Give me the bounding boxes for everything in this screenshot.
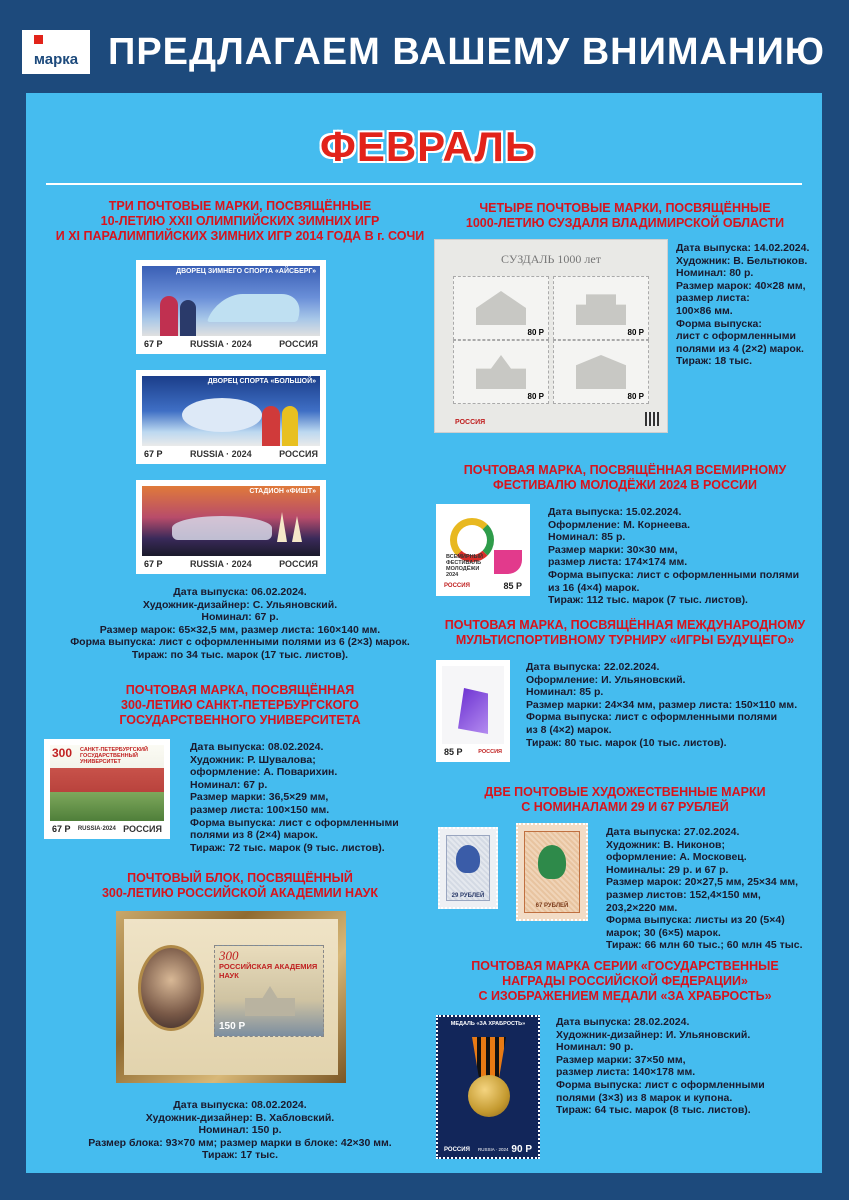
info-line: Дата выпуска: 15.02.2024.	[548, 506, 682, 518]
stamp-country: РОССИЯ	[444, 582, 470, 589]
page-title: ПРЕДЛАГАЕМ ВАШЕМУ ВНИМАНИЮ	[108, 31, 825, 73]
stamp-price: 90 Р	[511, 1144, 532, 1155]
stamp-country-en: RUSSIA · 2024	[189, 448, 252, 459]
stamp-country: РОССИЯ	[279, 338, 318, 349]
games-logo-icon	[458, 688, 488, 734]
info-line: полями из 4 (2×2) марок.	[676, 342, 804, 355]
info-line: размер листа:	[676, 292, 750, 305]
info-line: Тираж: 17 тыс.	[201, 1149, 279, 1162]
academy-block[interactable]	[116, 911, 346, 1083]
sochi-info	[50, 586, 430, 662]
info-line: Форма выпуска: листы из 20 (5×4)	[606, 914, 785, 927]
art-title-line: С НОМИНАЛАМИ 29 И 67 РУБЛЕЙ	[521, 800, 729, 814]
info-line: Размер марки: 37×50 мм,	[556, 1053, 686, 1066]
sochi-title-line: ТРИ ПОЧТОВЫЕ МАРКИ, ПОСВЯЩЁННЫЕ	[108, 199, 372, 213]
academy-title-line: ПОЧТОВЫЙ БЛОК, ПОСВЯЩЁННЫЙ	[127, 871, 353, 885]
info-line: лист с оформленными	[676, 330, 796, 343]
info-line: из 16 (4×4) марок.	[548, 581, 640, 594]
suzdal-sheet[interactable]	[434, 239, 668, 433]
stamp-label: ДВОРЕЦ СПОРТА «БОЛЬШОЙ»	[207, 378, 316, 385]
stamp-price: 85 Р	[503, 580, 522, 591]
info-line: Форма выпуска: лист с оформленными полями из 6 (2×3) марок.	[70, 636, 410, 649]
youth-info	[548, 506, 818, 607]
stamp-art	[142, 486, 320, 556]
stamp-67[interactable]	[516, 823, 588, 921]
stamp-price: 67 Р	[144, 448, 163, 459]
info-line: Дата выпуска: 27.02.2024.	[606, 826, 740, 838]
info-line: из 8 (4×2) марок.	[526, 723, 612, 736]
info-line: Художник-дизайнер: С. Ульяновский.	[142, 598, 338, 611]
academy-title-line: 300-ЛЕТИЮ РОССИЙСКОЙ АКАДЕМИИ НАУК	[101, 886, 379, 900]
stamp-label: ДВОРЕЦ ЗИМНЕГО СПОРТА «АЙСБЕРГ»	[176, 268, 316, 275]
info-line: оформление: А. Московец.	[606, 851, 747, 864]
games-title	[430, 618, 820, 648]
info-line: Размер марок: 40×28 мм,	[676, 279, 806, 292]
block-label: РОССИЙСКАЯ АКАДЕМИЯ НАУК	[219, 962, 318, 980]
info-line: Номинал: 67 р.	[190, 778, 268, 791]
kremlin-icon	[576, 291, 626, 325]
info-line: Дата выпуска: 06.02.2024.	[173, 586, 307, 598]
games-title-line: ПОЧТОВАЯ МАРКА, ПОСВЯЩЁННАЯ МЕЖДУНАРОДНОМУ	[444, 618, 806, 632]
info-line: Оформление: И. Ульяновский.	[526, 673, 686, 686]
info-line: Форма выпуска: лист с оформленными полями	[526, 711, 778, 724]
info-line: Номинал: 85 р.	[548, 531, 626, 544]
stamp-country-en: RUSSIA · 2024	[189, 338, 252, 349]
stamp-label: ВСЕМИРНЫЙ ФЕСТИВАЛЬ МОЛОДЁЖИ 2024	[446, 554, 483, 578]
sheet-label: СУЗДАЛЬ 1000 лет	[501, 252, 601, 266]
info-line: марок; 30 (6×5) марок.	[606, 926, 721, 939]
stamp-caption	[444, 579, 522, 592]
info-line: Тираж: 80 тыс. марок (10 тыс. листов).	[526, 736, 727, 749]
games-title-line: МУЛЬТИСПОРТИВНОМУ ТУРНИРУ «ИГРЫ БУДУЩЕГО»	[455, 633, 795, 647]
stamp-country: РОССИЯ	[279, 558, 318, 569]
stamp-num: 300	[52, 746, 73, 760]
sheet-price: 80 Р	[527, 392, 544, 401]
spbu-info	[190, 741, 430, 854]
info-line: Оформление: М. Корнеева.	[548, 518, 691, 531]
marka-logo[interactable]	[22, 30, 90, 74]
info-line: Номинал: 67 р.	[201, 611, 279, 624]
stamp-art	[442, 666, 504, 744]
info-line: Размер марок: 65×32,5 мм, размер листа: 160×140 мм.	[99, 623, 381, 636]
sheet-price: 80 Р	[627, 392, 644, 401]
spbu-title	[40, 683, 440, 728]
suzdal-title-line: ЧЕТЫРЕ ПОЧТОВЫЕ МАРКИ, ПОСВЯЩЁННЫЕ	[479, 201, 771, 215]
info-line: Дата выпуска: 08.02.2024.	[190, 741, 324, 753]
art-title-line: ДВЕ ПОЧТОВЫЕ ХУДОЖЕСТВЕННЫЕ МАРКИ	[484, 785, 766, 799]
stamp-country-en: RUSSIA · 2024	[478, 1147, 509, 1152]
stamp-caption	[444, 745, 502, 758]
logo-text: марка	[33, 51, 79, 68]
header	[0, 0, 849, 92]
info-line: Размер марки: 36,5×29 мм,	[190, 791, 329, 804]
block-stamp	[214, 945, 324, 1037]
stamp-price: 67 Р	[144, 338, 163, 349]
info-line: Размер марки: 30×30 мм,	[548, 543, 678, 556]
info-line: Форма выпуска: лист с оформленными	[556, 1078, 765, 1091]
academy-title	[40, 871, 440, 901]
youth-title	[430, 463, 820, 493]
month-title: ФЕВРАЛЬ	[319, 123, 536, 170]
info-line: Форма выпуска:	[676, 317, 762, 330]
logo-square-icon	[34, 35, 43, 44]
info-line: Размер марки: 24×34 мм, размер листа: 150×110 мм.	[526, 698, 798, 711]
stamp-art	[142, 266, 320, 336]
portrait-icon	[138, 945, 204, 1031]
sheet-stamp	[453, 276, 549, 340]
eagle-icon	[456, 845, 480, 873]
stamp-caption	[144, 447, 318, 460]
sochi-title	[40, 199, 440, 244]
medal-title	[430, 959, 820, 1004]
info-line: Художник-дизайнер: И. Ульяновский.	[556, 1028, 751, 1041]
stamp-art	[142, 376, 320, 446]
stamp-spbu[interactable]	[44, 739, 170, 839]
info-line: Номинал: 90 р.	[556, 1041, 634, 1054]
stamp-country-en: RUSSIA·2024	[77, 825, 116, 832]
stamp-art	[50, 745, 164, 821]
sheet-stamp	[553, 276, 649, 340]
festival-shape	[494, 550, 522, 574]
art-title	[430, 785, 820, 815]
info-line: Номиналы: 29 р. и 67 р.	[606, 863, 729, 876]
info-line: Тираж: 112 тыс. марок (7 тыс. листов).	[548, 594, 748, 607]
block-num: 300	[219, 948, 239, 963]
stamp-country: РОССИЯ	[478, 748, 502, 755]
qr-icon	[645, 412, 659, 426]
info-line: Дата выпуска: 28.02.2024.	[556, 1016, 690, 1028]
info-line: Номинал: 85 р.	[526, 686, 604, 699]
divider	[46, 183, 802, 185]
stamp-art	[442, 510, 524, 578]
ribbon-icon	[472, 1037, 506, 1077]
stamp-country: РОССИЯ	[444, 1147, 470, 1153]
info-line: Тираж: по 34 тыс. марок (17 тыс. листов).	[131, 648, 349, 661]
info-line: размер листа: 100×150 мм.	[190, 803, 330, 816]
stamp-country: РОССИЯ	[123, 823, 162, 834]
suzdal-title-line: 1000-ЛЕТИЮ СУЗДАЛЯ ВЛАДИМИРСКОЙ ОБЛАСТИ	[465, 216, 785, 230]
block-paper	[124, 919, 338, 1075]
sochi-title-line: И XI ПАРАЛИМПИЙСКИХ ЗИМНИХ ИГР 2014 ГОДА В г. СОЧИ	[55, 229, 425, 243]
info-line: Тираж: 64 тыс. марок (8 тыс. листов).	[556, 1104, 751, 1117]
info-line: оформление: А. Поварихин.	[190, 766, 338, 779]
games-info	[526, 661, 822, 749]
church-icon	[476, 291, 526, 325]
stamp-caption	[144, 337, 318, 350]
sheet-stamp	[553, 340, 649, 404]
stamp-price: 67 Р	[52, 823, 71, 834]
sheet-price: 80 Р	[527, 328, 544, 337]
stamp-caption	[144, 557, 318, 570]
youth-title-line: ФЕСТИВАЛЮ МОЛОДЁЖИ 2024 В РОССИИ	[493, 478, 757, 492]
medal-title-line: ПОЧТОВАЯ МАРКА СЕРИИ «ГОСУДАРСТВЕННЫЕ	[471, 959, 779, 973]
spbu-title-line: 300-ЛЕТИЮ САНКТ-ПЕТЕРБУРГСКОГО	[121, 698, 359, 712]
suzdal-info	[676, 242, 826, 368]
monastery-icon	[476, 355, 526, 389]
youth-title-line: ПОЧТОВАЯ МАРКА, ПОСВЯЩЁННАЯ ВСЕМИРНОМУ	[463, 463, 787, 477]
info-line: размер листа: 174×174 мм.	[548, 556, 688, 569]
stamp-price: 67 РУБЛЕЙ	[535, 903, 569, 909]
stamp-youth[interactable]	[436, 504, 530, 596]
tower-icon	[576, 355, 626, 389]
block-price: 150 Р	[219, 1021, 246, 1032]
info-line: размер листа: 140×178 мм.	[556, 1066, 696, 1079]
spbu-title-line: ГОСУДАРСТВЕННОГО УНИВЕРСИТЕТА	[119, 713, 361, 727]
info-line: Тираж: 66 млн 60 тыс.; 60 млн 45 тыс.	[606, 939, 803, 952]
suzdal-title	[430, 201, 820, 231]
info-line: размер листов: 152,4×150 мм,	[606, 888, 761, 901]
stamp-price: 85 Р	[444, 746, 463, 757]
medal-info	[556, 1016, 820, 1117]
info-line: Художник: В. Бельтюков.	[676, 254, 808, 267]
info-line: Номинал: 80 р.	[676, 267, 754, 280]
art-info	[606, 826, 820, 952]
stamp-label: МЕДАЛЬ «ЗА ХРАБРОСТЬ»	[450, 1021, 526, 1027]
stamp-iceberg[interactable]	[136, 260, 326, 354]
sheet-price: 80 Р	[627, 328, 644, 337]
info-line: Художник: В. Никонов;	[606, 838, 725, 851]
info-line: Дата выпуска: 14.02.2024.	[676, 242, 810, 254]
stamp-price: 29 РУБЛЕЙ	[451, 893, 485, 899]
info-line: Художник: Р. Шувалова;	[190, 753, 316, 766]
spbu-title-line: ПОЧТОВАЯ МАРКА, ПОСВЯЩЁННАЯ	[125, 683, 355, 697]
medal-icon	[468, 1075, 510, 1117]
medal-title-line: НАГРАДЫ РОССИЙСКОЙ ФЕДЕРАЦИИ»	[502, 974, 748, 988]
info-line: Форма выпуска: лист с оформленными	[190, 816, 399, 829]
sheet-country: РОССИЯ	[455, 419, 486, 426]
stamp-label: СТАДИОН «ФИШТ»	[249, 488, 316, 495]
info-line: Размер блока: 93×70 мм; размер марки в блоке: 42×30 мм.	[88, 1136, 392, 1149]
stamp-fisht[interactable]	[136, 480, 326, 574]
content-panel	[26, 93, 822, 1173]
stamp-label: САНКТ-ПЕТЕРБУРГСКИЙ ГОСУДАРСТВЕННЫЙ УНИВЕРСИТЕТ	[80, 747, 148, 765]
info-line: Форма выпуска: лист с оформленными полями	[548, 568, 800, 581]
info-line: Номинал: 150 р.	[198, 1124, 282, 1137]
stamp-medal[interactable]	[436, 1015, 540, 1159]
sheet-stamp	[453, 340, 549, 404]
info-line: Тираж: 72 тыс. марок (9 тыс. листов).	[190, 841, 385, 854]
academy-info	[50, 1099, 430, 1162]
info-line: Тираж: 18 тыс.	[676, 355, 753, 368]
stamp-29[interactable]	[438, 827, 498, 909]
info-line: полями (3×3) из 8 марок и купона.	[556, 1091, 733, 1104]
info-line: 100×86 мм.	[676, 304, 733, 317]
stamp-country: РОССИЯ	[279, 448, 318, 459]
building-icon	[245, 986, 295, 1016]
stamp-bolshoy[interactable]	[136, 370, 326, 464]
info-line: Размер марок: 20×27,5 мм, 25×34 мм,	[606, 876, 799, 889]
info-line: Художник-дизайнер: В. Хабловский.	[145, 1111, 335, 1124]
info-line: Дата выпуска: 22.02.2024.	[526, 661, 660, 673]
info-line: 203,2×220 мм.	[606, 901, 678, 914]
sochi-title-line: 10-ЛЕТИЮ XXII ОЛИМПИЙСКИХ ЗИМНИХ ИГР	[100, 214, 380, 228]
info-line: полями из 8 (2×4) марок.	[190, 829, 318, 842]
stamp-price: 67 Р	[144, 558, 163, 569]
stamp-games[interactable]	[436, 660, 510, 762]
info-line: Дата выпуска: 08.02.2024.	[173, 1099, 307, 1111]
eagle-icon	[538, 845, 566, 879]
stamp-country-en: RUSSIA · 2024	[189, 558, 252, 569]
stamp-caption	[52, 822, 162, 835]
medal-title-line: С ИЗОБРАЖЕНИЕМ МЕДАЛИ «ЗА ХРАБРОСТЬ»	[478, 989, 772, 1003]
